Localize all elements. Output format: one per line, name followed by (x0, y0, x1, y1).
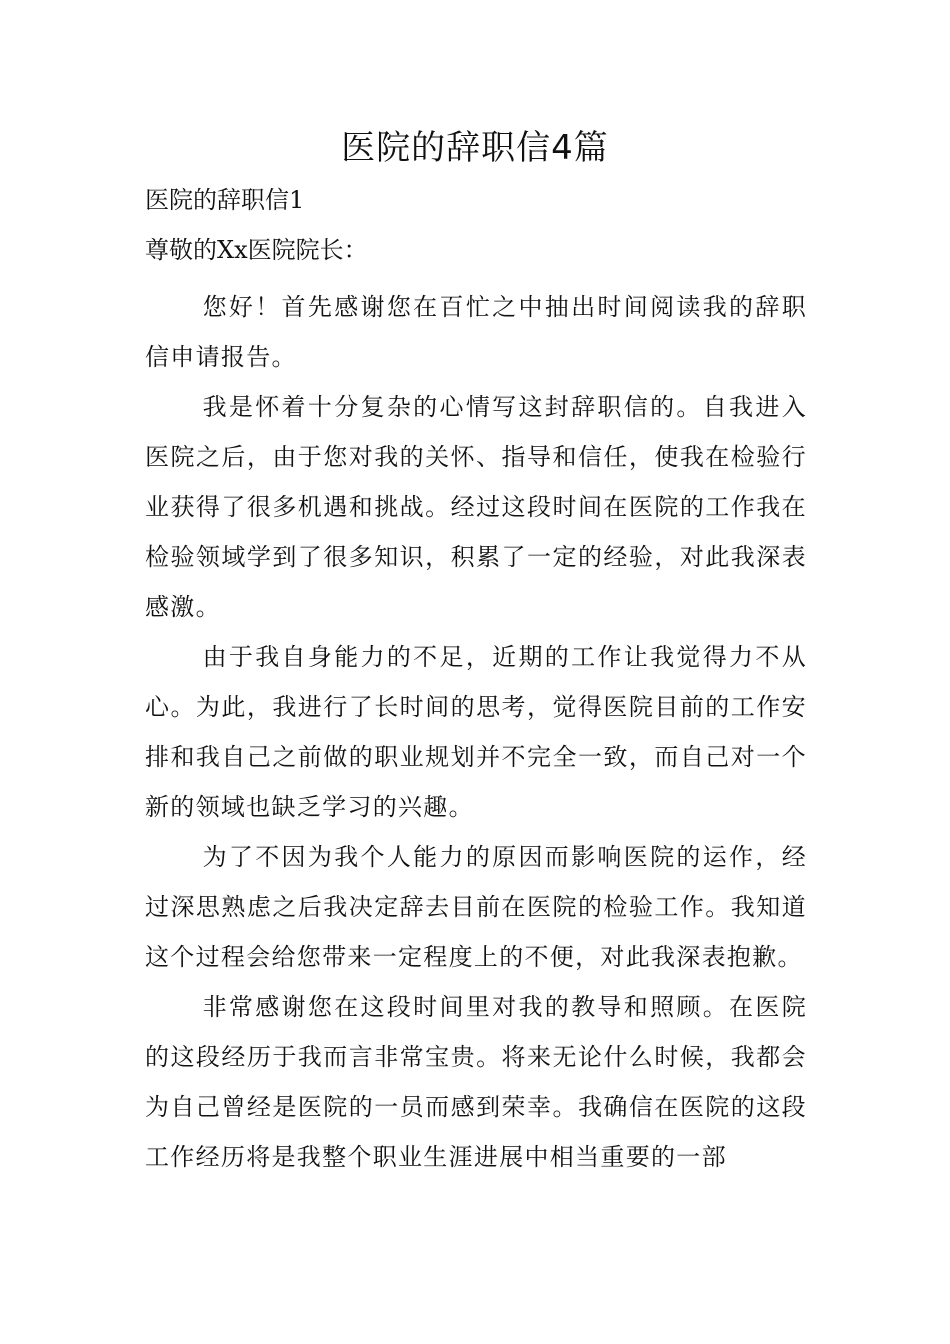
letter-body (145, 282, 807, 1182)
salutation: 尊敬的Xx医院院长： (145, 236, 368, 264)
paragraph-4: 为了不因为我个人能力的原因而影响医院的运作，经过深思熟虑之后我决定辞去目前在医院的检验工作。我知道这个过程会给您带来一定程度上的不便，对此我深表抱歉。 (145, 843, 807, 971)
paragraph-1: 您好！首先感谢您在百忙之中抽出时间阅读我的辞职信申请报告。 (145, 293, 807, 371)
paragraph-5: 非常感谢您在这段时间里对我的教导和照顾。在医院的这段经历于我而言非常宝贵。将来无论什么时候，我都会为自己曾经是医院的一员而感到荣幸。我确信在医院的这段工作经历将是我整个职业生涯进展中相当重要的一部 (145, 993, 807, 1171)
document-title: 医院的辞职信4篇 (341, 128, 609, 168)
paragraph-3: 由于我自身能力的不足，近期的工作让我觉得力不从心。为此，我进行了长时间的思考，觉得医院目前的工作安排和我自己之前做的职业规划并不完全一致，而自己对一个新的领域也缺乏学习的兴趣。 (145, 643, 807, 821)
paragraph-2: 我是怀着十分复杂的心情写这封辞职信的。自我进入医院之后，由于您对我的关怀、指导和信任，使我在检验行业获得了很多机遇和挑战。经过这段时间在医院的工作我在检验领域学到了很多知识，积累了一定的经验，对此我深表感激。 (145, 393, 807, 621)
section-heading: 医院的辞职信1 (145, 186, 305, 214)
